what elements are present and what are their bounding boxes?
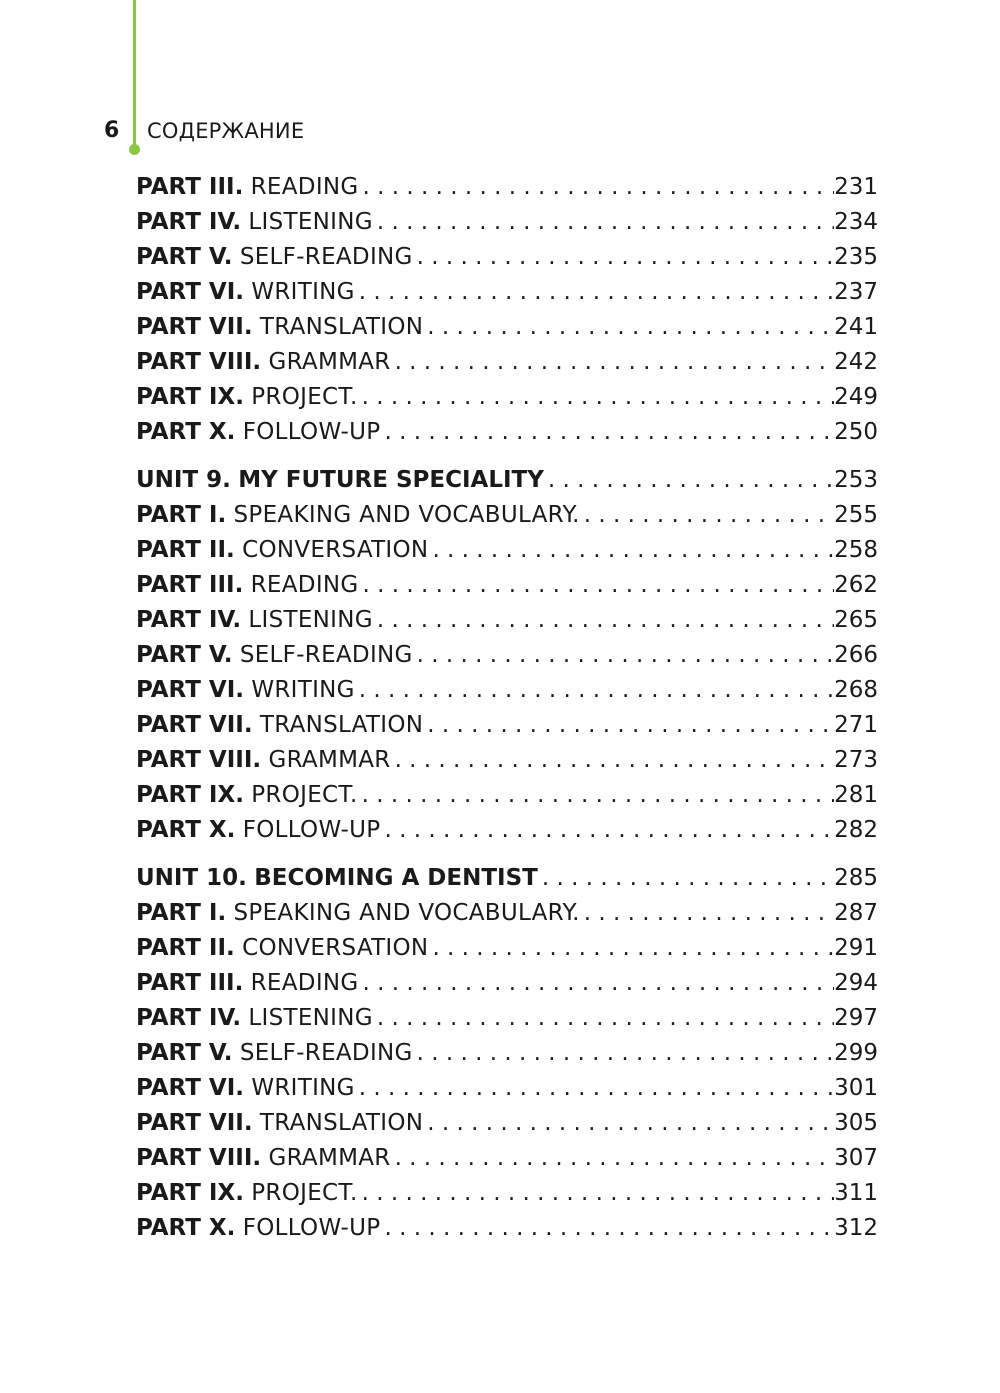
toc-entry-heading — [136, 673, 355, 708]
toc-entry-heading — [136, 415, 380, 450]
toc-entry-label: UNIT 10. — [136, 865, 247, 891]
toc-part-entry[interactable] — [136, 1211, 878, 1246]
toc-unit-entry[interactable] — [136, 463, 878, 498]
toc-entry-label: PART III. — [136, 572, 244, 598]
dot-leader — [413, 1036, 834, 1071]
toc-entry-label: PART IX. — [136, 384, 244, 410]
toc-entry-heading — [136, 240, 413, 275]
toc-entry-title: GRAMMAR — [268, 747, 391, 773]
toc-entry-heading — [136, 1141, 391, 1176]
toc-part-entry[interactable] — [136, 708, 878, 743]
toc-entry-heading — [136, 638, 413, 673]
dot-leader — [580, 498, 834, 533]
toc-entry-label: PART IX. — [136, 1180, 244, 1206]
toc-entry-page-number: 262 — [834, 572, 878, 598]
toc-entry-heading — [136, 813, 380, 848]
toc-entry-page-number: 311 — [834, 1180, 878, 1206]
toc-entry-title: CONVERSATION — [242, 935, 429, 961]
toc-entry-title: TRANSLATION — [259, 314, 424, 340]
toc-entry-heading — [136, 896, 580, 931]
toc-entry-title: READING — [250, 572, 359, 598]
toc-entry-page-number: 287 — [834, 900, 878, 926]
toc-entry-page-number: 301 — [834, 1075, 878, 1101]
accent-dot — [129, 144, 140, 155]
toc-entry-label: PART V. — [136, 244, 233, 270]
toc-group — [136, 463, 878, 848]
toc-entry-label: UNIT 9. — [136, 467, 231, 493]
toc-entry-label: PART I. — [136, 900, 227, 926]
toc-entry-heading — [136, 861, 538, 896]
toc-part-entry[interactable] — [136, 1141, 878, 1176]
toc-entry-label: PART III. — [136, 174, 244, 200]
toc-entry-title: SELF-READING — [239, 642, 413, 668]
dot-leader — [423, 310, 834, 345]
toc-entry-heading — [136, 603, 373, 638]
dot-leader — [428, 533, 834, 568]
toc-entry-heading — [136, 708, 423, 743]
page-number: 6 — [104, 118, 120, 143]
toc-entry-page-number: 305 — [834, 1110, 878, 1136]
toc-entry-label: PART IV. — [136, 607, 242, 633]
toc-part-entry[interactable] — [136, 498, 878, 533]
toc-part-entry[interactable] — [136, 778, 878, 813]
toc-part-entry[interactable] — [136, 1036, 878, 1071]
toc-entry-page-number: 268 — [834, 677, 878, 703]
toc-entry-heading — [136, 1036, 413, 1071]
dot-leader — [423, 708, 834, 743]
toc-entry-title: FOLLOW-UP — [242, 1215, 381, 1241]
toc-part-entry[interactable] — [136, 813, 878, 848]
toc-part-entry[interactable] — [136, 1176, 878, 1211]
toc-entry-page-number: 231 — [834, 174, 878, 200]
toc-entry-title: LISTENING — [248, 607, 373, 633]
toc-entry-label: PART VII. — [136, 314, 253, 340]
toc-part-entry[interactable] — [136, 896, 878, 931]
toc-unit-entry[interactable] — [136, 861, 878, 896]
toc-entry-label: PART V. — [136, 642, 233, 668]
dot-leader — [355, 673, 834, 708]
dot-leader — [358, 778, 834, 813]
dot-leader — [359, 170, 834, 205]
toc-entry-page-number: 273 — [834, 747, 878, 773]
dot-leader — [423, 1106, 834, 1141]
toc-entry-title: BECOMING A DENTIST — [254, 865, 538, 891]
toc-part-entry[interactable] — [136, 603, 878, 638]
toc-entry-title: SPEAKING AND VOCABULARY. — [233, 900, 580, 926]
toc-entry-heading — [136, 966, 359, 1001]
dot-leader — [380, 813, 834, 848]
toc-entry-title: PROJECT. — [251, 1180, 358, 1206]
toc-entry-label: PART V. — [136, 1040, 233, 1066]
toc-entry-label: PART IX. — [136, 782, 244, 808]
dot-leader — [391, 743, 834, 778]
toc-entry-title: READING — [250, 174, 359, 200]
toc-entry-label: PART VII. — [136, 1110, 253, 1136]
toc-part-entry[interactable] — [136, 170, 878, 205]
toc-entry-title: TRANSLATION — [259, 1110, 424, 1136]
toc-entry-page-number: 299 — [834, 1040, 878, 1066]
toc-entry-title: WRITING — [251, 279, 355, 305]
dot-leader — [358, 380, 834, 415]
toc-part-entry[interactable] — [136, 275, 878, 310]
toc-entry-title: READING — [250, 970, 359, 996]
toc-entry-title: PROJECT. — [251, 384, 358, 410]
toc-entry-title: WRITING — [251, 677, 355, 703]
dot-leader — [391, 345, 834, 380]
toc-entry-heading — [136, 310, 423, 345]
dot-leader — [391, 1141, 834, 1176]
toc-part-entry[interactable] — [136, 310, 878, 345]
toc-entry-label: PART X. — [136, 817, 236, 843]
toc-entry-page-number: 235 — [834, 244, 878, 270]
toc-entry-page-number: 271 — [834, 712, 878, 738]
toc-entry-label: PART VIII. — [136, 747, 262, 773]
toc-entry-page-number: 253 — [834, 467, 878, 493]
toc-entry-label: PART VI. — [136, 279, 245, 305]
toc-part-entry[interactable] — [136, 743, 878, 778]
toc-entry-label: PART IV. — [136, 209, 242, 235]
toc-entry-page-number: 237 — [834, 279, 878, 305]
section-title: СОДЕРЖАНИЕ — [147, 119, 305, 143]
toc-entry-label: PART IV. — [136, 1005, 242, 1031]
toc-entry-title: GRAMMAR — [268, 349, 391, 375]
toc-entry-page-number: 297 — [834, 1005, 878, 1031]
toc-entry-title: TRANSLATION — [259, 712, 424, 738]
toc-entry-page-number: 249 — [834, 384, 878, 410]
toc-entry-page-number: 241 — [834, 314, 878, 340]
toc-entry-title: WRITING — [251, 1075, 355, 1101]
toc-entry-title: LISTENING — [248, 209, 373, 235]
dot-leader — [358, 1176, 834, 1211]
dot-leader — [380, 415, 834, 450]
toc-entry-page-number: 255 — [834, 502, 878, 528]
toc-group — [136, 861, 878, 1246]
toc-entry-page-number: 265 — [834, 607, 878, 633]
dot-leader — [373, 603, 834, 638]
toc-entry-title: SPEAKING AND VOCABULARY. — [233, 502, 580, 528]
toc-part-entry[interactable] — [136, 1106, 878, 1141]
toc-entry-heading — [136, 1071, 355, 1106]
toc-entry-title: PROJECT. — [251, 782, 358, 808]
dot-leader — [355, 275, 834, 310]
toc-entry-page-number: 294 — [834, 970, 878, 996]
toc-entry-title: LISTENING — [248, 1005, 373, 1031]
dot-leader — [413, 240, 834, 275]
toc-entry-label: PART VI. — [136, 1075, 245, 1101]
dot-leader — [380, 1211, 834, 1246]
toc-part-entry[interactable] — [136, 533, 878, 568]
toc-entry-title: MY FUTURE SPECIALITY — [238, 467, 544, 493]
toc-entry-heading — [136, 568, 359, 603]
toc-entry-title: FOLLOW-UP — [242, 419, 381, 445]
dot-leader — [580, 896, 834, 931]
toc-part-entry[interactable] — [136, 380, 878, 415]
toc-entry-heading — [136, 463, 544, 498]
toc-part-entry[interactable] — [136, 1071, 878, 1106]
dot-leader — [373, 205, 834, 240]
dot-leader — [359, 568, 834, 603]
toc-entry-title: GRAMMAR — [268, 1145, 391, 1171]
toc-entry-page-number: 312 — [834, 1215, 878, 1241]
toc-entry-heading — [136, 205, 373, 240]
dot-leader — [538, 861, 834, 896]
toc-entry-label: PART VII. — [136, 712, 253, 738]
toc-entry-label: PART VI. — [136, 677, 245, 703]
toc-entry-heading — [136, 1211, 380, 1246]
toc-entry-heading — [136, 498, 580, 533]
toc-part-entry[interactable] — [136, 240, 878, 275]
dot-leader — [428, 931, 834, 966]
toc-entry-heading — [136, 380, 358, 415]
toc-part-entry[interactable] — [136, 415, 878, 450]
toc-entry-page-number: 291 — [834, 935, 878, 961]
toc-entry-heading — [136, 170, 359, 205]
toc-part-entry[interactable] — [136, 673, 878, 708]
toc-entry-label: PART VIII. — [136, 1145, 262, 1171]
toc-entry-title: SELF-READING — [239, 1040, 413, 1066]
toc-entry-heading — [136, 743, 391, 778]
toc-entry-page-number: 307 — [834, 1145, 878, 1171]
toc-entry-heading — [136, 931, 428, 966]
toc-entry-page-number: 285 — [834, 865, 878, 891]
toc-entry-title: CONVERSATION — [242, 537, 429, 563]
toc-entry-label: PART VIII. — [136, 349, 262, 375]
toc-part-entry[interactable] — [136, 1001, 878, 1036]
toc-entry-label: PART X. — [136, 1215, 236, 1241]
toc-part-entry[interactable] — [136, 638, 878, 673]
toc-entry-title: SELF-READING — [239, 244, 413, 270]
toc-group — [136, 170, 878, 450]
toc-entry-heading — [136, 275, 355, 310]
toc-entry-label: PART II. — [136, 935, 235, 961]
toc-entry-title: FOLLOW-UP — [242, 817, 381, 843]
toc-entry-label: PART I. — [136, 502, 227, 528]
toc-entry-page-number: 281 — [834, 782, 878, 808]
dot-leader — [373, 1001, 834, 1036]
dot-leader — [413, 638, 834, 673]
toc-entry-page-number: 242 — [834, 349, 878, 375]
toc-entry-page-number: 250 — [834, 419, 878, 445]
dot-leader — [544, 463, 834, 498]
table-of-contents — [136, 170, 878, 1246]
toc-part-entry[interactable] — [136, 568, 878, 603]
toc-entry-heading — [136, 345, 391, 380]
toc-part-entry[interactable] — [136, 966, 878, 1001]
toc-entry-heading — [136, 778, 358, 813]
toc-entry-label: PART X. — [136, 419, 236, 445]
toc-entry-heading — [136, 1001, 373, 1036]
toc-entry-label: PART II. — [136, 537, 235, 563]
toc-entry-page-number: 234 — [834, 209, 878, 235]
toc-entry-label: PART III. — [136, 970, 244, 996]
toc-entry-heading — [136, 1106, 423, 1141]
toc-part-entry[interactable] — [136, 205, 878, 240]
toc-entry-heading — [136, 533, 428, 568]
toc-entry-page-number: 266 — [834, 642, 878, 668]
toc-part-entry[interactable] — [136, 931, 878, 966]
dot-leader — [355, 1071, 834, 1106]
toc-entry-page-number: 282 — [834, 817, 878, 843]
dot-leader — [359, 966, 834, 1001]
accent-vertical-line — [133, 0, 136, 148]
toc-part-entry[interactable] — [136, 345, 878, 380]
toc-entry-heading — [136, 1176, 358, 1211]
toc-entry-page-number: 258 — [834, 537, 878, 563]
